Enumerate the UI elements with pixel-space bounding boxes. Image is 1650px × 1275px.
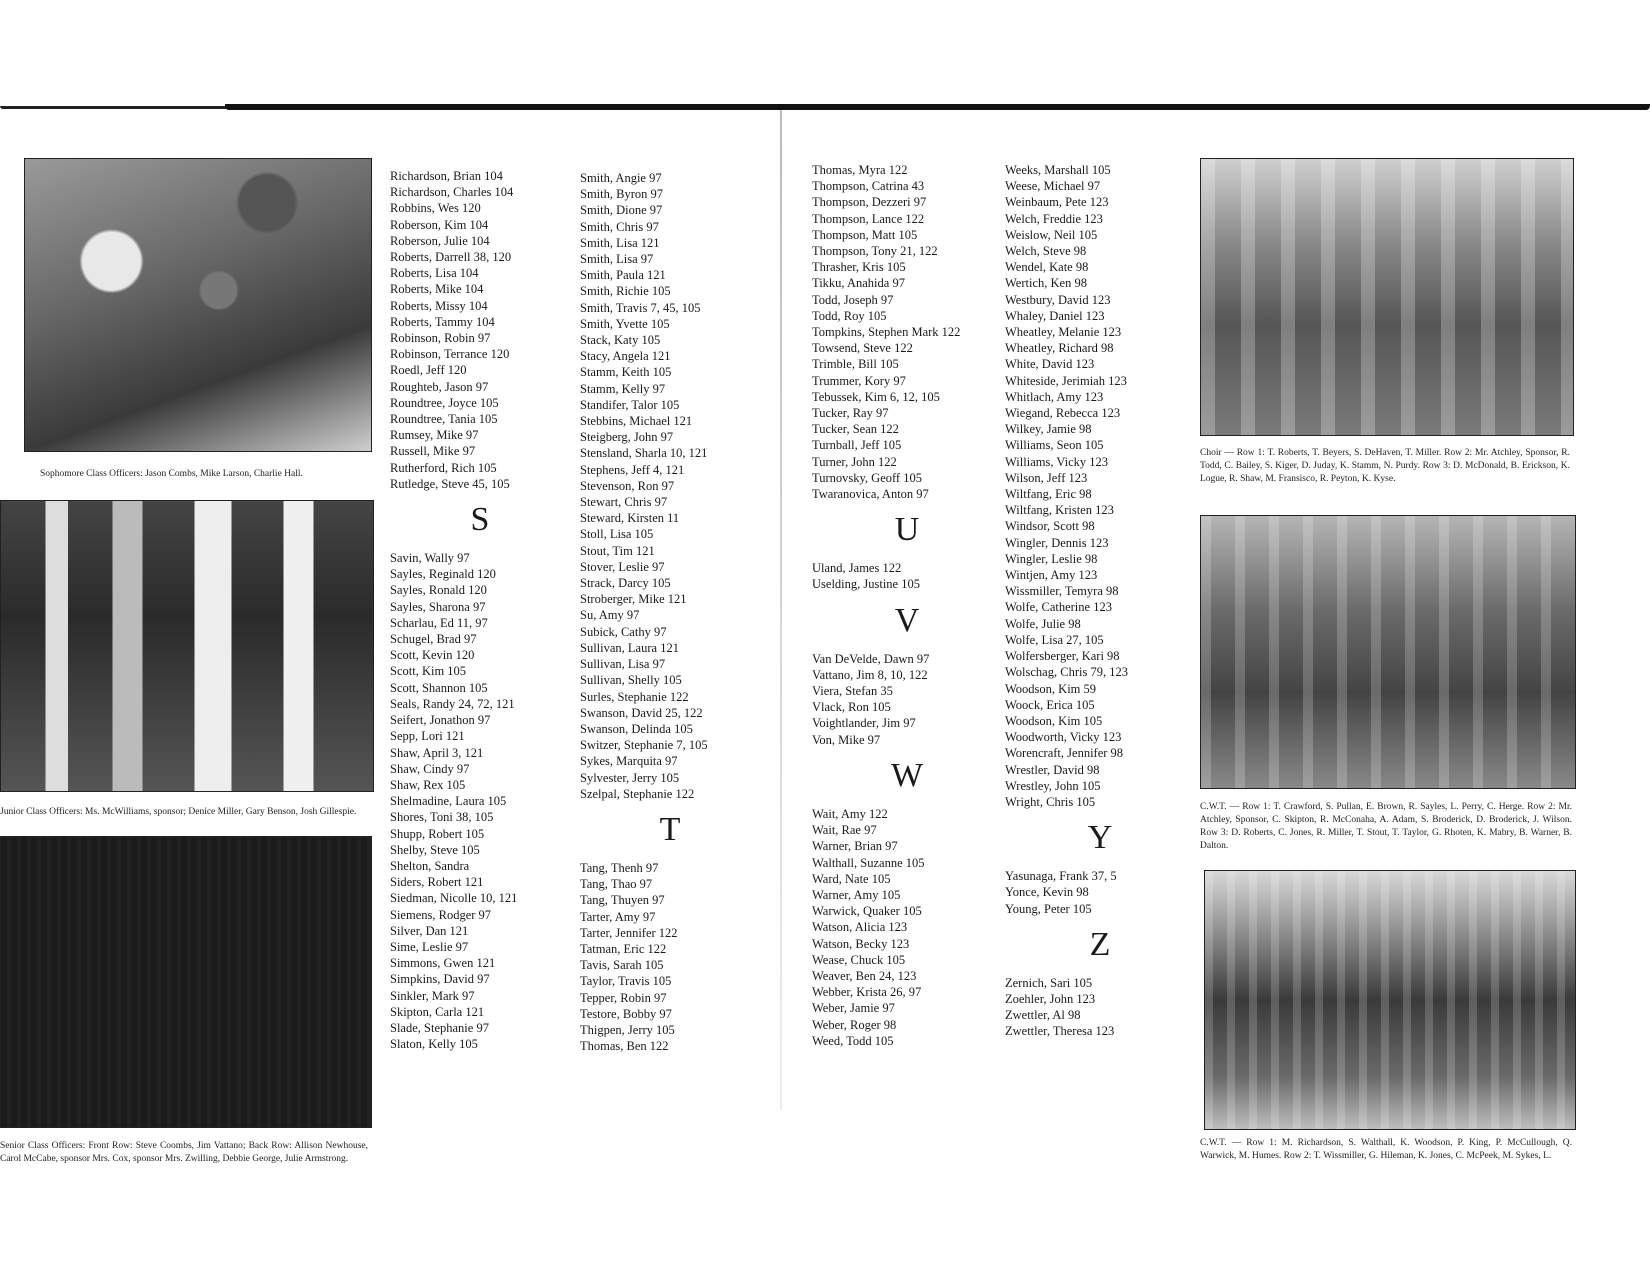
- index-entry: Roberts, Darrell 38, 120: [390, 250, 512, 265]
- index-entry: Wrestley, John 105: [1005, 778, 1101, 793]
- index-entry: Swanson, Delinda 105: [580, 721, 693, 736]
- index-entry: Savin, Wally 97: [390, 551, 470, 566]
- index-entry: Voightlander, Jim 97: [812, 716, 916, 731]
- index-entry: Scott, Kevin 120: [390, 648, 475, 663]
- index-entry: Steward, Kirsten 11: [580, 511, 680, 526]
- index-entry: Tebussek, Kim 6, 12, 105: [812, 389, 940, 404]
- index-column-3: [812, 162, 1002, 1049]
- index-entry: Richardson, Charles 104: [390, 185, 514, 200]
- index-entry: Stamm, Keith 105: [580, 365, 672, 380]
- index-entry: Stout, Tim 121: [580, 543, 655, 558]
- index-entry: Whiteside, Jerimiah 123: [1005, 373, 1127, 388]
- index-entry: Sykes, Marquita 97: [580, 754, 678, 769]
- index-entry: White, David 123: [1005, 357, 1095, 372]
- index-entry: Whitlach, Amy 123: [1005, 389, 1104, 404]
- index-entry: Stebbins, Michael 121: [580, 414, 693, 429]
- section-letter: V: [894, 601, 920, 639]
- index-entry: Towsend, Steve 122: [812, 341, 913, 356]
- index-entry: Uselding, Justine 105: [812, 577, 920, 592]
- index-entry: Sayles, Sharona 97: [390, 599, 486, 614]
- index-entry: Smith, Byron 97: [580, 187, 663, 202]
- index-entry: Thompson, Dezzeri 97: [812, 195, 927, 210]
- index-entry: Russell, Mike 97: [390, 444, 476, 459]
- index-entry: Wright, Chris 105: [1005, 794, 1096, 809]
- index-entry: Weber, Jamie 97: [812, 1001, 895, 1016]
- index-entry: Smith, Angie 97: [580, 171, 662, 185]
- index-entry: Tavis, Sarah 105: [580, 958, 664, 973]
- index-entry: Tarter, Jennifer 122: [580, 925, 678, 940]
- index-entry: Wheatley, Richard 98: [1005, 341, 1114, 356]
- index-entry: Robbins, Wes 120: [390, 201, 481, 216]
- index-entry: Stack, Katy 105: [580, 333, 661, 348]
- index-entry: Sime, Leslie 97: [390, 939, 469, 954]
- index-entry: Stevenson, Ron 97: [580, 478, 675, 493]
- index-entry: Roberts, Mike 104: [390, 282, 484, 297]
- index-entry: Richardson, Brian 104: [390, 169, 503, 183]
- index-entry: Wiltfang, Kristen 123: [1005, 503, 1114, 518]
- senior-officers-photo: [0, 836, 372, 1128]
- index-entry: Tucker, Ray 97: [812, 406, 889, 421]
- index-entry: Turner, John 122: [812, 454, 897, 469]
- section-letter: U: [894, 511, 920, 549]
- index-entry: Slade, Stephanie 97: [390, 1020, 489, 1035]
- index-entry: Weislow, Neil 105: [1005, 227, 1098, 242]
- index-entry: Smith, Dione 97: [580, 203, 663, 218]
- index-entry: Smith, Yvette 105: [580, 316, 670, 331]
- index-entry: Roundtree, Tania 105: [390, 412, 498, 427]
- index-entry: Siedman, Nicolle 10, 121: [390, 891, 518, 906]
- index-entry: Sinkler, Mark 97: [390, 988, 475, 1003]
- page-gutter: [780, 110, 782, 1110]
- index-entry: Sayles, Ronald 120: [390, 583, 487, 598]
- index-entry: Simmons, Gwen 121: [390, 956, 496, 971]
- index-entry: Woock, Erica 105: [1005, 697, 1095, 712]
- index-entry: Williams, Vicky 123: [1005, 454, 1109, 469]
- index-entry: Williams, Seon 105: [1005, 438, 1104, 453]
- index-entry: Watson, Becky 123: [812, 936, 910, 951]
- sophomore-officers-photo: [24, 158, 372, 452]
- index-entry: Shaw, Rex 105: [390, 777, 466, 792]
- senior-officers-caption: Senior Class Officers: Front Row: Steve Coombs, Jim Vattano; Back Row: Allison Newhouse, Carol McCabe, sponsor Mrs. Cox, sponsor Mrs. Zwilling, Debbie George, Julie Armstrong.: [0, 1141, 368, 1164]
- index-entry: Worencraft, Jennifer 98: [1005, 746, 1124, 761]
- index-entry: Wingler, Dennis 123: [1005, 535, 1109, 550]
- index-entry: Wolfe, Julie 98: [1005, 616, 1081, 631]
- index-entry: Trimble, Bill 105: [812, 357, 899, 372]
- index-entry: Stensland, Sharla 10, 121: [580, 446, 708, 461]
- index-entry: Wiltfang, Eric 98: [1005, 487, 1092, 502]
- index-entry: Siemens, Rodger 97: [390, 907, 492, 922]
- index-entry: Shaw, Cindy 97: [390, 761, 470, 776]
- index-entry: Strack, Darcy 105: [580, 576, 671, 591]
- index-entry: Silver, Dan 121: [390, 923, 469, 938]
- cwt-photo-1: [1200, 515, 1576, 789]
- index-entry: Wilkey, Jamie 98: [1005, 422, 1092, 437]
- index-entry: Viera, Stefan 35: [812, 684, 893, 699]
- index-column-1: [390, 168, 570, 1052]
- index-entry: Todd, Joseph 97: [812, 292, 894, 307]
- section-letter: W: [890, 756, 924, 794]
- index-entry: Shelmadine, Laura 105: [390, 794, 507, 809]
- index-entry: Watson, Alicia 123: [812, 920, 908, 935]
- index-entry: Tang, Thuyen 97: [580, 893, 665, 908]
- section-letter: S: [470, 501, 490, 539]
- index-entry: Scott, Kim 105: [390, 664, 467, 679]
- index-entry: Stephens, Jeff 4, 121: [580, 462, 685, 477]
- index-entry: Tompkins, Stephen Mark 122: [812, 325, 961, 340]
- index-entry: Surles, Stephanie 122: [580, 689, 689, 704]
- index-entry: Whaley, Daniel 123: [1005, 308, 1105, 323]
- index-entry: Stewart, Chris 97: [580, 495, 668, 510]
- index-entry: Slaton, Kelly 105: [390, 1037, 478, 1052]
- index-entry: Shaw, April 3, 121: [390, 745, 484, 760]
- index-entry: Wheatley, Melanie 123: [1005, 325, 1122, 340]
- index-entry: Sayles, Reginald 120: [390, 567, 496, 582]
- index-entry: Wolfe, Catherine 123: [1005, 600, 1112, 615]
- junior-officers-caption: Junior Class Officers: Ms. McWilliams, sponsor; Denice Miller, Gary Benson, Josh Gillespie.: [0, 807, 357, 817]
- cwt-caption-2: C.W.T. — Row 1: M. Richardson, S. Walthall, K. Woodson, P. King, P. McCullough, Q. Warwick, M. Humes. Row 2: T. Wissmiller, G. Hileman, K. Jones, C. McPeek, M. Sykes, L.: [1200, 1138, 1572, 1161]
- cwt-photo-2: [1204, 870, 1576, 1130]
- index-entry: Roundtree, Joyce 105: [390, 395, 499, 410]
- index-entry: Warner, Brian 97: [812, 839, 898, 854]
- junior-officers-photo: [0, 500, 374, 792]
- index-entry: Weinbaum, Pete 123: [1005, 195, 1109, 210]
- index-entry: Windsor, Scott 98: [1005, 519, 1095, 534]
- index-entry: Thompson, Matt 105: [812, 227, 918, 242]
- index-entry: Sepp, Lori 121: [390, 729, 465, 744]
- index-entry: Vattano, Jim 8, 10, 122: [812, 667, 928, 682]
- index-entry: Weese, Michael 97: [1005, 179, 1101, 194]
- index-entry: Schugel, Brad 97: [390, 632, 477, 647]
- index-entry: Smith, Lisa 121: [580, 235, 660, 250]
- index-entry: Testore, Bobby 97: [580, 1006, 672, 1021]
- index-entry: Von, Mike 97: [812, 732, 881, 747]
- index-entry: Stoll, Lisa 105: [580, 527, 654, 542]
- index-entry: Smith, Paula 121: [580, 268, 666, 283]
- index-entry: Zwettler, Theresa 123: [1005, 1024, 1115, 1039]
- index-entry: Tang, Thao 97: [580, 877, 653, 892]
- index-entry: Skipton, Carla 121: [390, 1004, 485, 1019]
- index-entry: Yonce, Kevin 98: [1005, 885, 1089, 900]
- index-entry: Trummer, Kory 97: [812, 373, 906, 388]
- index-entry: Shelby, Steve 105: [390, 842, 480, 857]
- index-entry: Wertich, Ken 98: [1005, 276, 1087, 291]
- index-entry: Steigberg, John 97: [580, 430, 674, 445]
- index-entry: Sullivan, Shelly 105: [580, 673, 682, 688]
- index-entry: Wissmiller, Temyra 98: [1005, 584, 1119, 599]
- index-entry: Turnovsky, Geoff 105: [812, 470, 922, 485]
- index-column-4: [1005, 162, 1195, 1040]
- index-entry: Robinson, Robin 97: [390, 331, 491, 346]
- index-entry: Roughteb, Jason 97: [390, 379, 489, 394]
- index-entry: Robinson, Terrance 120: [390, 347, 510, 362]
- index-entry: Tarter, Amy 97: [580, 909, 656, 924]
- index-entry: Shores, Toni 38, 105: [390, 810, 494, 825]
- index-entry: Roberson, Julie 104: [390, 233, 490, 248]
- index-entry: Webber, Krista 26, 97: [812, 985, 922, 1000]
- index-entry: Sullivan, Laura 121: [580, 640, 679, 655]
- index-entry: Thomas, Myra 122: [812, 163, 908, 177]
- index-entry: Zoehler, John 123: [1005, 991, 1096, 1006]
- index-entry: Taylor, Travis 105: [580, 974, 672, 989]
- index-entry: Welch, Steve 98: [1005, 244, 1087, 259]
- index-entry: Smith, Lisa 97: [580, 252, 654, 267]
- index-entry: Shelton, Sandra: [390, 858, 470, 873]
- index-entry: Tang, Thenh 97: [580, 860, 659, 875]
- index-entry: Scharlau, Ed 11, 97: [390, 615, 488, 630]
- index-entry: Switzer, Stephanie 7, 105: [580, 738, 708, 753]
- index-entry: Seals, Randy 24, 72, 121: [390, 696, 515, 711]
- index-entry: Tucker, Sean 122: [812, 422, 899, 437]
- index-entry: Thigpen, Jerry 105: [580, 1022, 675, 1037]
- index-entry: Uland, James 122: [812, 561, 902, 576]
- index-entry: Standifer, Talor 105: [580, 397, 680, 412]
- index-entry: Scott, Shannon 105: [390, 680, 488, 695]
- index-entry: Stacy, Angela 121: [580, 349, 671, 364]
- index-entry: Weeks, Marshall 105: [1005, 163, 1111, 177]
- index-entry: Sullivan, Lisa 97: [580, 657, 666, 672]
- index-entry: Rumsey, Mike 97: [390, 428, 479, 443]
- index-entry: Shupp, Robert 105: [390, 826, 485, 841]
- section-letter: Z: [1089, 925, 1111, 963]
- index-entry: Roberts, Tammy 104: [390, 314, 495, 329]
- index-entry: Wait, Rae 97: [812, 823, 877, 838]
- section-letter: T: [659, 810, 681, 848]
- index-entry: Wendel, Kate 98: [1005, 260, 1089, 275]
- index-entry: Thompson, Lance 122: [812, 211, 925, 226]
- index-entry: Tatman, Eric 122: [580, 941, 667, 956]
- index-entry: Twaranovica, Anton 97: [812, 487, 929, 502]
- index-entry: Siders, Robert 121: [390, 875, 484, 890]
- index-entry: Thomas, Ben 122: [580, 1039, 669, 1054]
- index-entry: Wiegand, Rebecca 123: [1005, 406, 1121, 421]
- index-entry: Wolfersberger, Kari 98: [1005, 649, 1120, 664]
- index-entry: Thompson, Catrina 43: [812, 179, 925, 194]
- index-entry: Simpkins, David 97: [390, 972, 490, 987]
- index-entry: Todd, Roy 105: [812, 308, 887, 323]
- index-entry: Warwick, Quaker 105: [812, 904, 922, 919]
- index-entry: Warner, Amy 105: [812, 887, 901, 902]
- index-entry: Wease, Chuck 105: [812, 952, 906, 967]
- index-entry: Smith, Chris 97: [580, 219, 659, 234]
- index-entry: Wait, Amy 122: [812, 806, 888, 821]
- index-entry: Tepper, Robin 97: [580, 990, 667, 1005]
- page-top-edge: [225, 104, 1650, 110]
- index-entry: Rutherford, Rich 105: [390, 460, 497, 475]
- index-entry: Weed, Todd 105: [812, 1033, 894, 1048]
- index-entry: Stroberger, Mike 121: [580, 592, 687, 607]
- index-entry: Wolfe, Lisa 27, 105: [1005, 632, 1104, 647]
- index-entry: Roberts, Missy 104: [390, 298, 488, 313]
- index-entry: Woodson, Kim 105: [1005, 713, 1103, 728]
- index-entry: Szelpal, Stephanie 122: [580, 786, 695, 801]
- cwt-caption-1: C.W.T. — Row 1: T. Crawford, S. Pullan, E. Brown, R. Sayles, L. Perry, C. Herge. Row 2: Mr. Atchley, Sponsor, C. Skipton, R. McConaha, A. Adam, S. Broderick, D. Broderick, J. Wilson. Row 3: D. Roberts, C. Jones, R. Miller, T. Stout, T. Taylor, G. Rhoten, K. Mabry, B. Warner, B. Dalton.: [1200, 802, 1572, 851]
- index-entry: Wingler, Leslie 98: [1005, 551, 1098, 566]
- index-entry: Yasunaga, Frank 37, 5: [1005, 869, 1117, 884]
- index-entry: Wintjen, Amy 123: [1005, 568, 1098, 583]
- index-entry: Thrasher, Kris 105: [812, 260, 906, 275]
- index-entry: Seifert, Jonathon 97: [390, 713, 491, 728]
- index-entry: Su, Amy 97: [580, 608, 640, 623]
- index-entry: Welch, Freddie 123: [1005, 211, 1103, 226]
- index-entry: Sylvester, Jerry 105: [580, 770, 680, 785]
- index-entry: Woodworth, Vicky 123: [1005, 730, 1122, 745]
- index-entry: Turnball, Jeff 105: [812, 438, 902, 453]
- sophomore-officers-caption: Sophomore Class Officers: Jason Combs, Mike Larson, Charlie Hall.: [40, 469, 303, 479]
- index-entry: Zernich, Sari 105: [1005, 975, 1093, 990]
- index-entry: Van DeVelde, Dawn 97: [812, 651, 930, 666]
- index-entry: Subick, Cathy 97: [580, 624, 667, 639]
- index-entry: Walthall, Suzanne 105: [812, 855, 925, 870]
- index-entry: Wolschag, Chris 79, 123: [1005, 665, 1128, 680]
- index-entry: Roberson, Kim 104: [390, 217, 489, 232]
- index-entry: Vlack, Ron 105: [812, 700, 891, 715]
- index-entry: Swanson, David 25, 122: [580, 705, 703, 720]
- index-entry: Stamm, Kelly 97: [580, 381, 666, 396]
- index-entry: Wrestler, David 98: [1005, 762, 1100, 777]
- index-entry: Roberts, Lisa 104: [390, 266, 479, 281]
- index-entry: Weber, Roger 98: [812, 1017, 897, 1032]
- index-entry: Woodson, Kim 59: [1005, 681, 1097, 696]
- choir-caption: Choir — Row 1: T. Roberts, T. Beyers, S. DeHaven, T. Miller. Row 2: Mr. Atchley, Sponsor, R. Todd, C. Bailey, S. Kiger, D. Juday, K. Stamm, N. Purdy. Row 3: D. McDonald, B. Erickson, K. Logue, R. Shaw, M. Fransisco, R. Peyton, K. Kyse.: [1200, 448, 1570, 484]
- index-entry: Roedl, Jeff 120: [390, 363, 467, 378]
- index-entry: Weaver, Ben 24, 123: [812, 968, 917, 983]
- index-entry: Zwettler, Al 98: [1005, 1008, 1081, 1023]
- index-entry: Smith, Travis 7, 45, 105: [580, 300, 701, 315]
- index-entry: Rutledge, Steve 45, 105: [390, 476, 510, 491]
- choir-photo: [1200, 158, 1574, 436]
- index-entry: Thompson, Tony 21, 122: [812, 244, 938, 259]
- index-entry: Young, Peter 105: [1005, 901, 1092, 916]
- index-entry: Ward, Nate 105: [812, 871, 891, 886]
- index-entry: Smith, Richie 105: [580, 284, 671, 299]
- index-entry: Tikku, Anahida 97: [812, 276, 905, 291]
- index-entry: Westbury, David 123: [1005, 292, 1111, 307]
- section-letter: Y: [1087, 819, 1113, 857]
- index-entry: Wilson, Jeff 123: [1005, 470, 1088, 485]
- index-column-2: [580, 170, 760, 1054]
- index-entry: Stover, Leslie 97: [580, 559, 665, 574]
